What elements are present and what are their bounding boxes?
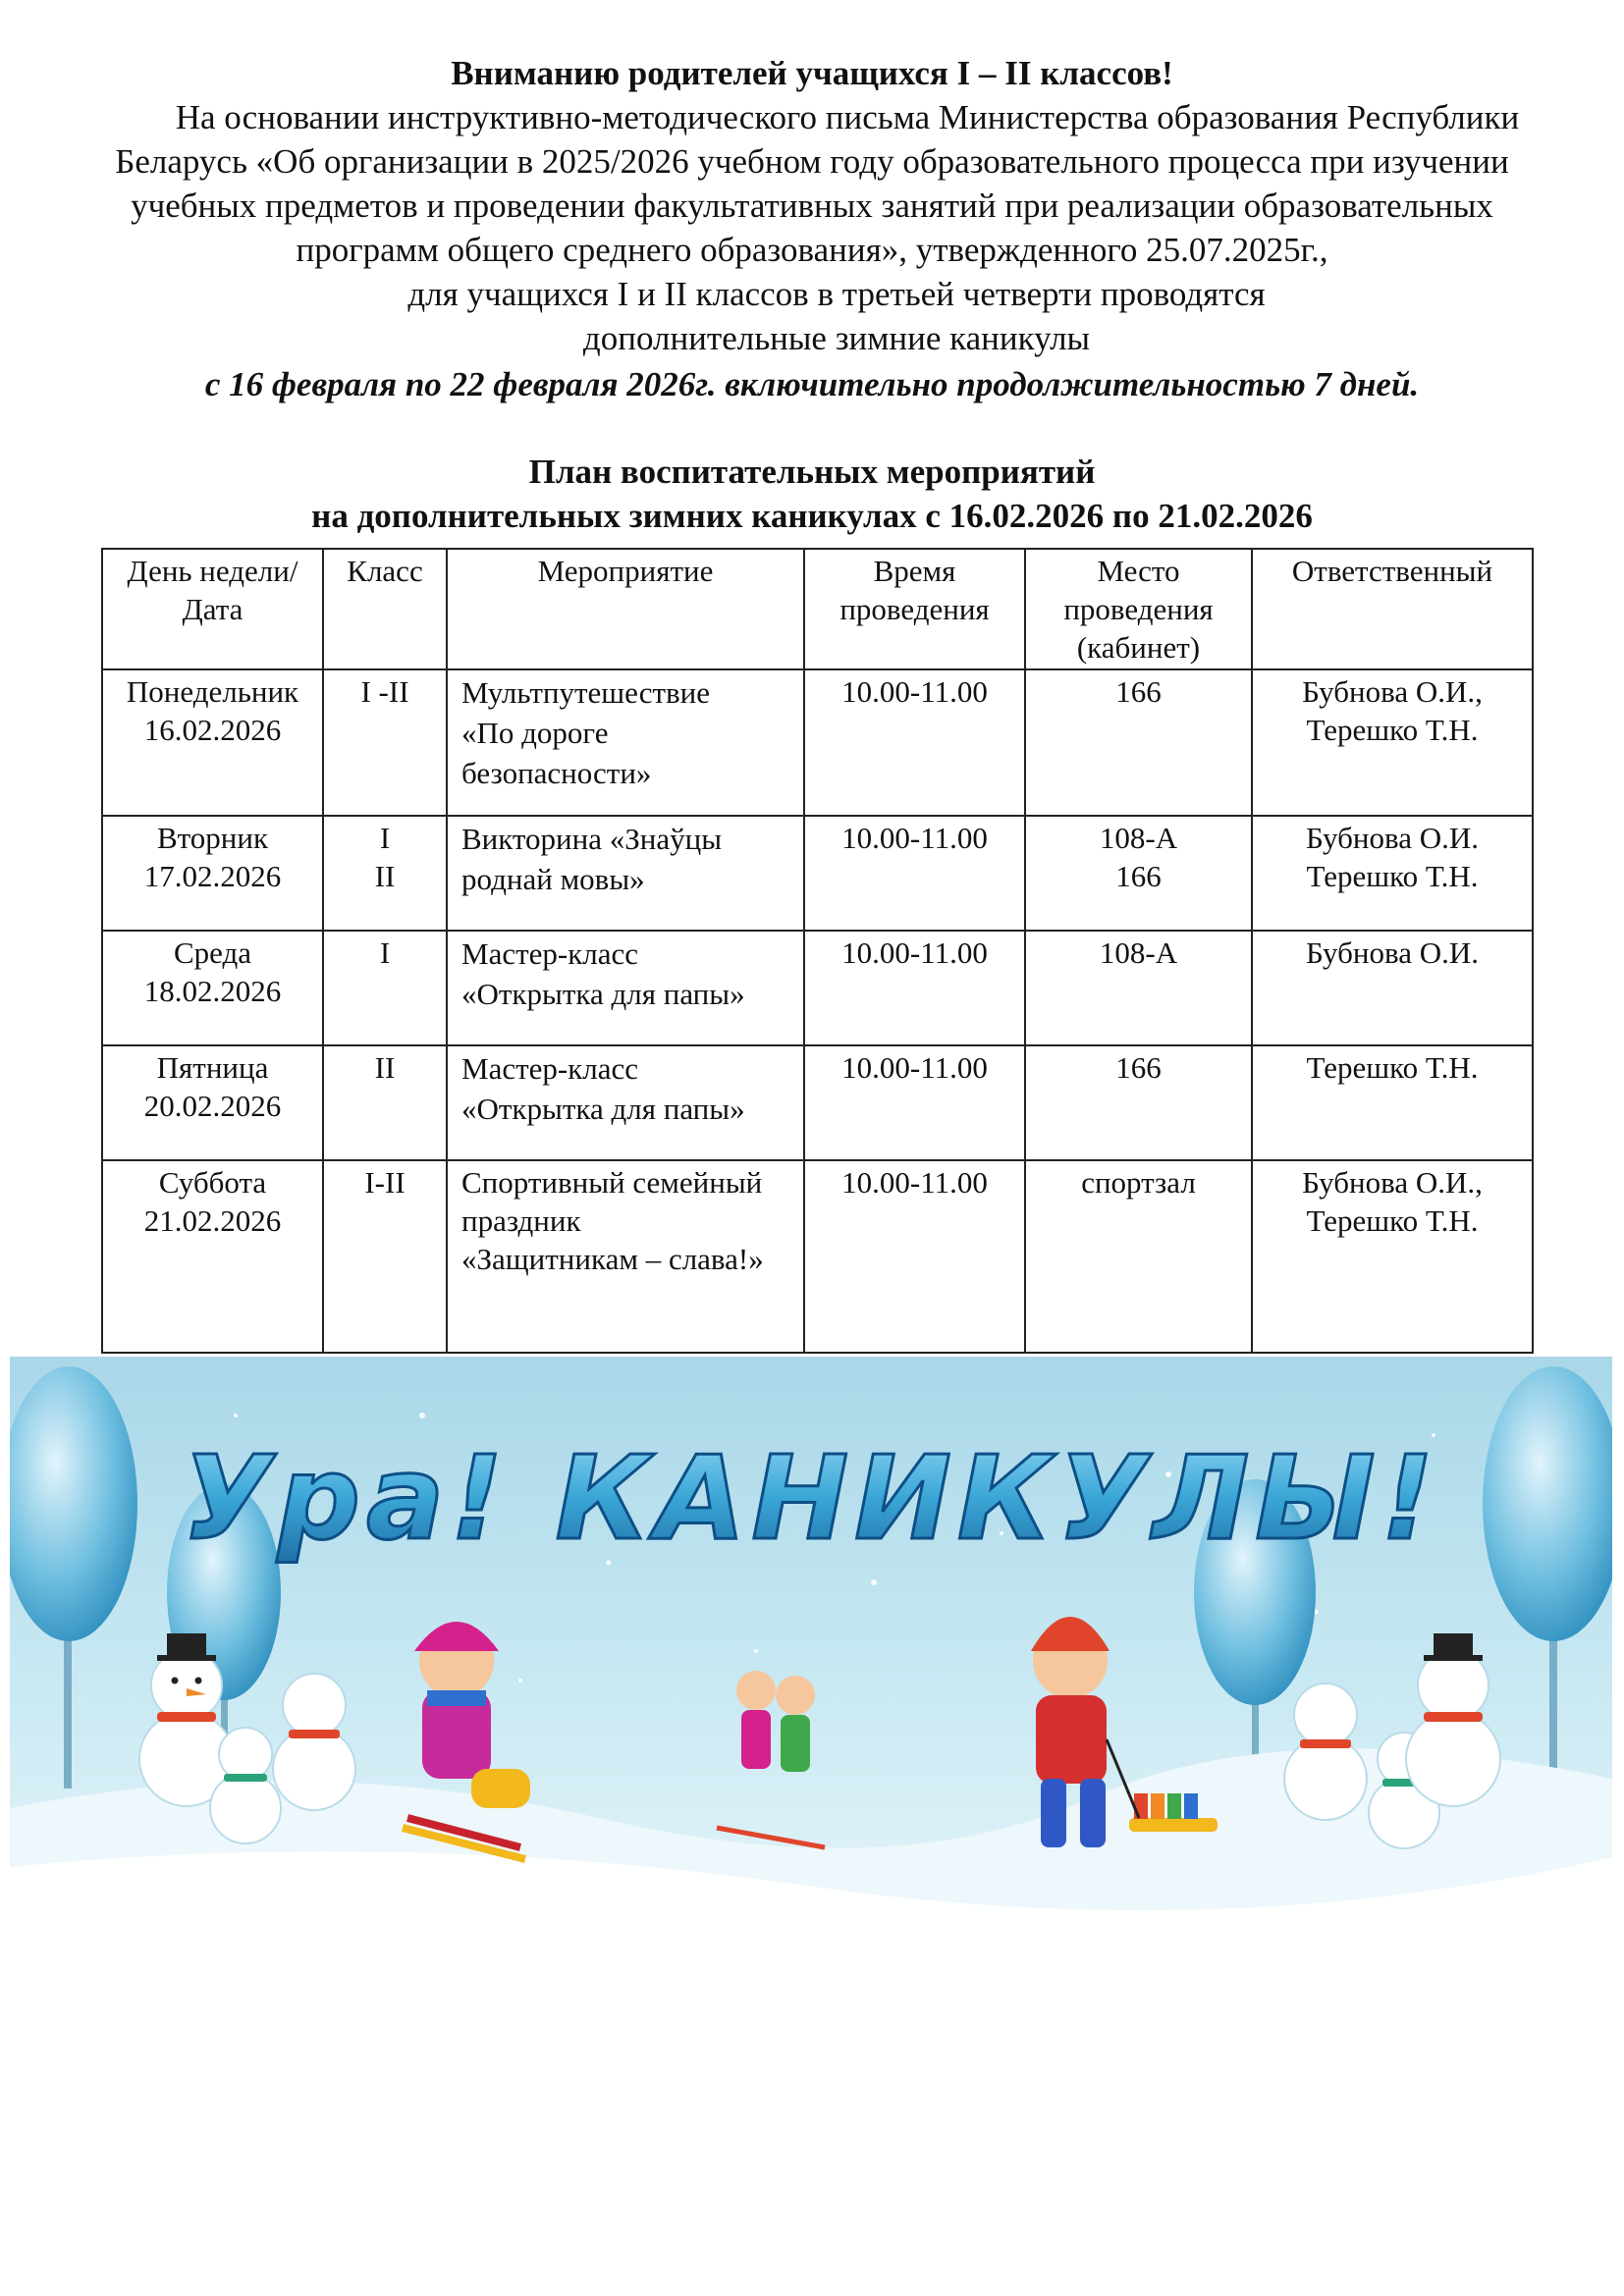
header-class: Класс [323, 549, 447, 669]
cell-place: 108-А 166 [1025, 816, 1252, 931]
table-row [102, 669, 1533, 816]
notice-text-line: учебных предметов и проведении факультативных занятий при реализации образовательных [131, 187, 1493, 225]
table-row [102, 816, 1533, 931]
banner-illustration [10, 1357, 1612, 1955]
cell-time: 10.00-11.00 [804, 816, 1025, 931]
cell-time: 10.00-11.00 [804, 669, 1025, 816]
cell-time: 10.00-11.00 [804, 1045, 1025, 1160]
cell-event: Мультпутешествие «По дороге безопасности» [447, 669, 804, 816]
cell-class: I -II [323, 669, 447, 816]
plan-title-line: План воспитательных мероприятий [528, 453, 1096, 491]
cell-day-date: Понедельник 16.02.2026 [102, 669, 323, 816]
table-header-row [102, 549, 1533, 669]
header-place: Место проведения (кабинет) [1025, 549, 1252, 669]
cell-place: 166 [1025, 1045, 1252, 1160]
notice-text-line: для учащихся I и II классов в третьей четверти проводятся [407, 275, 1266, 313]
cell-class: I-II [323, 1160, 447, 1353]
notice-block [29, 51, 1595, 406]
cell-class: I II [323, 816, 447, 931]
cell-responsible: Терешко Т.Н. [1252, 1045, 1533, 1160]
header-day-date: День недели/ Дата [102, 549, 323, 669]
table-row [102, 1160, 1533, 1353]
cell-place: 166 [1025, 669, 1252, 816]
header-responsible: Ответственный [1252, 549, 1533, 669]
cell-day-date: Суббота 21.02.2026 [102, 1160, 323, 1353]
cell-event: Мастер-класс «Открытка для папы» [447, 1045, 804, 1160]
events-table [101, 548, 1534, 1354]
header-time: Время проведения [804, 549, 1025, 669]
holiday-dates: с 16 февраля по 22 февраля 2026г. включительно продолжительностью 7 дней. [204, 365, 1420, 403]
cell-place: 108-А [1025, 931, 1252, 1045]
cell-responsible: Бубнова О.И. [1252, 931, 1533, 1045]
notice-text-line: Беларусь «Об организации в 2025/2026 учебном году образовательного процесса при изучении [115, 142, 1509, 181]
winter-holiday-banner [10, 1357, 1612, 1955]
cell-event: Мастер-класс «Открытка для папы» [447, 931, 804, 1045]
cell-class: I [323, 931, 447, 1045]
notice-text-line: программ общего среднего образования», утвержденного 25.07.2025г., [296, 231, 1328, 269]
cell-time: 10.00-11.00 [804, 931, 1025, 1045]
cell-place: спортзал [1025, 1160, 1252, 1353]
cell-responsible: Бубнова О.И., Терешко Т.Н. [1252, 669, 1533, 816]
plan-title-line: на дополнительных зимних каникулах с 16.02.2026 по 21.02.2026 [311, 497, 1313, 535]
plan-title [29, 450, 1595, 538]
cell-day-date: Вторник 17.02.2026 [102, 816, 323, 931]
cell-class: II [323, 1045, 447, 1160]
cell-event: Спортивный семейный праздник «Защитникам – слава!» [447, 1160, 804, 1353]
table-row [102, 931, 1533, 1045]
cell-responsible: Бубнова О.И., Терешко Т.Н. [1252, 1160, 1533, 1353]
notice-text-line: дополнительные зимние каникулы [582, 319, 1091, 357]
notice-text-line: На основании инструктивно-методического письма Министерства образования Республики [175, 98, 1520, 136]
cell-time: 10.00-11.00 [804, 1160, 1025, 1353]
banner-title: Ура! КАНИКУЛЫ! [182, 1430, 1440, 1566]
cell-event: Викторина «Знаўцы роднай мовы» [447, 816, 804, 931]
table-row [102, 1045, 1533, 1160]
cell-day-date: Среда 18.02.2026 [102, 931, 323, 1045]
header-event: Мероприятие [447, 549, 804, 669]
cell-day-date: Пятница 20.02.2026 [102, 1045, 323, 1160]
notice-heading: Вниманию родителей учащихся I – II классов! [451, 54, 1173, 92]
cell-responsible: Бубнова О.И. Терешко Т.Н. [1252, 816, 1533, 931]
